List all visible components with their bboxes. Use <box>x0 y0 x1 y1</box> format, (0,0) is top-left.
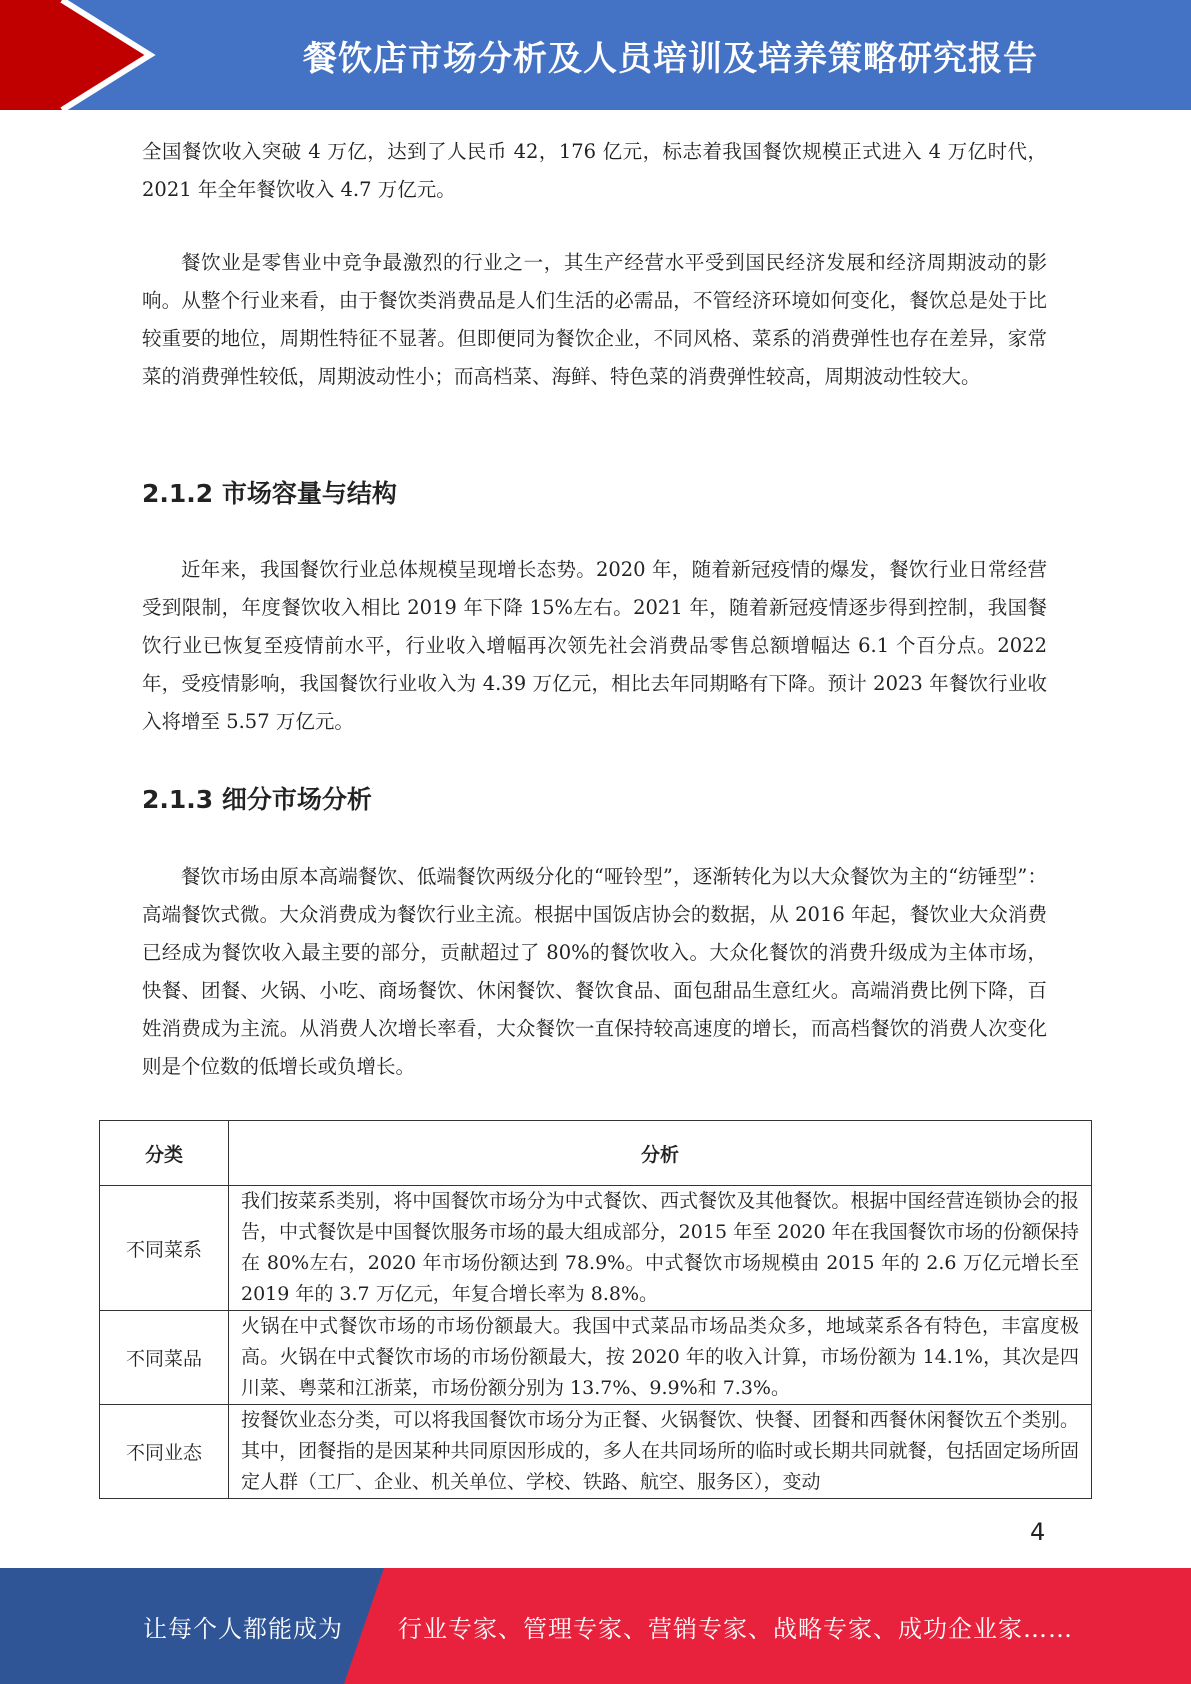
page-header <box>0 0 1191 110</box>
row-analysis: 按餐饮业态分类，可以将我国餐饮市场分为正餐、火锅餐饮、快餐、团餐和西餐休闲餐饮五个类别。其中，团餐指的是因某种共同原因形成的，多人在共同场所的临时或长期共同就餐，包括固定场所固定人群（工厂、企业、机关单位、学校、铁路、航空、服务区），变动 <box>229 1405 1092 1499</box>
section-heading-2-1-3: 2.1.3 细分市场分析 <box>142 785 372 814</box>
segment-analysis-table <box>99 1120 1092 1499</box>
header-arrow-decoration <box>0 0 160 110</box>
section-2-1-2 <box>142 474 1047 510</box>
column-header-category: 分类 <box>100 1121 229 1186</box>
segment-paragraph: 餐饮市场由原本高端餐饮、低端餐饮两级分化的“哑铃型”，逐渐转化为以大众餐饮为主的“纺锤型”：高端餐饮式微。大众消费成为餐饮行业主流。根据中国饭店协会的数据，从 2016 年起，餐饮业大众消费已经成为餐饮收入最主要的部分，贡献超过了 80%的餐饮收入。大众化餐饮的消费升级成为主体市场，快餐、团餐、火锅、小吃、商场餐饮、休闲餐饮、餐饮食品、面包甜品生意红火。高端消费比例下降，百姓消费成为主流。从消费人次增长率看，大众餐饮一直保持较高速度的增长，而高档餐饮的消费人次变化则是个位数的低增长或负增长。 <box>142 865 1047 1078</box>
segment-paragraph-block <box>142 858 1047 1086</box>
table-header-row <box>100 1121 1092 1186</box>
intro-paragraph: 全国餐饮收入突破 4 万亿，达到了人民币 42，176 亿元，标志着我国餐饮规模正式进入 4 万亿时代，2021 年全年餐饮收入 4.7 万亿元。 <box>142 140 1047 201</box>
row-analysis: 我们按菜系类别，将中国餐饮市场分为中式餐饮、西式餐饮及其他餐饮。根据中国经营连锁协会的报告，中式餐饮是中国餐饮服务市场的最大组成部分，2015 年至 2020 年在我国餐饮市场的份额保持在 80%左右，2020 年市场份额达到 78.9%。中式餐饮市场规模由 2015 年的 2.6 万亿元增长至 2019 年的 3.7 万亿元，年复合增长率为 8.8%。 <box>229 1186 1092 1311</box>
row-category: 不同业态 <box>100 1405 229 1499</box>
section-2-1-3 <box>142 780 1047 816</box>
row-analysis: 火锅在中式餐饮市场的市场份额最大。我国中式菜品市场品类众多，地域菜系各有特色，丰富度极高。火锅在中式餐饮市场的市场份额最大，按 2020 年的收入计算，市场份额为 14.1%，其次是四川菜、粤菜和江浙菜，市场份额分别为 13.7%、9.9%和 7.3%。 <box>229 1311 1092 1405</box>
footer-slogan-left: 让每个人都能成为 <box>143 1614 343 1643</box>
section-heading-2-1-2: 2.1.2 市场容量与结构 <box>142 479 397 508</box>
table-row <box>100 1186 1092 1311</box>
industry-paragraph: 餐饮业是零售业中竞争最激烈的行业之一，其生产经营水平受到国民经济发展和经济周期波动的影响。从整个行业来看，由于餐饮类消费品是人们生活的必需品，不管经济环境如何变化，餐饮总是处于比较重要的地位，周期性特征不显著。但即便同为餐饮企业，不同风格、菜系的消费弹性也存在差异，家常菜的消费弹性较低，周期波动性小；而高档菜、海鲜、特色菜的消费弹性较高，周期波动性较大。 <box>142 251 1047 388</box>
page-number: 4 <box>1030 1518 1046 1546</box>
industry-paragraph-block <box>142 244 1047 396</box>
intro-paragraph-block <box>142 133 1047 209</box>
footer-slogan-right: 行业专家、管理专家、营销专家、战略专家、成功企业家…… <box>398 1614 1073 1643</box>
table-row <box>100 1405 1092 1499</box>
column-header-analysis: 分析 <box>229 1121 1092 1186</box>
row-category: 不同菜系 <box>100 1186 229 1311</box>
row-category: 不同菜品 <box>100 1311 229 1405</box>
market-size-paragraph-block <box>142 551 1047 741</box>
table-row <box>100 1311 1092 1405</box>
report-title: 餐饮店市场分析及人员培训及培养策略研究报告 <box>303 38 1038 79</box>
page-footer <box>0 1568 1191 1684</box>
market-size-paragraph: 近年来，我国餐饮行业总体规模呈现增长态势。2020 年，随着新冠疫情的爆发，餐饮行业日常经营受到限制，年度餐饮收入相比 2019 年下降 15%左右。2021 年，随着新冠疫情逐步得到控制，我国餐饮行业已恢复至疫情前水平，行业收入增幅再次领先社会消费品零售总额增幅达 6.1 个百分点。2022 年，受疫情影响，我国餐饮行业收入为 4.39 万亿元，相比去年同期略有下降。预计 2023 年餐饮行业收入将增至 5.57 万亿元。 <box>142 558 1047 733</box>
